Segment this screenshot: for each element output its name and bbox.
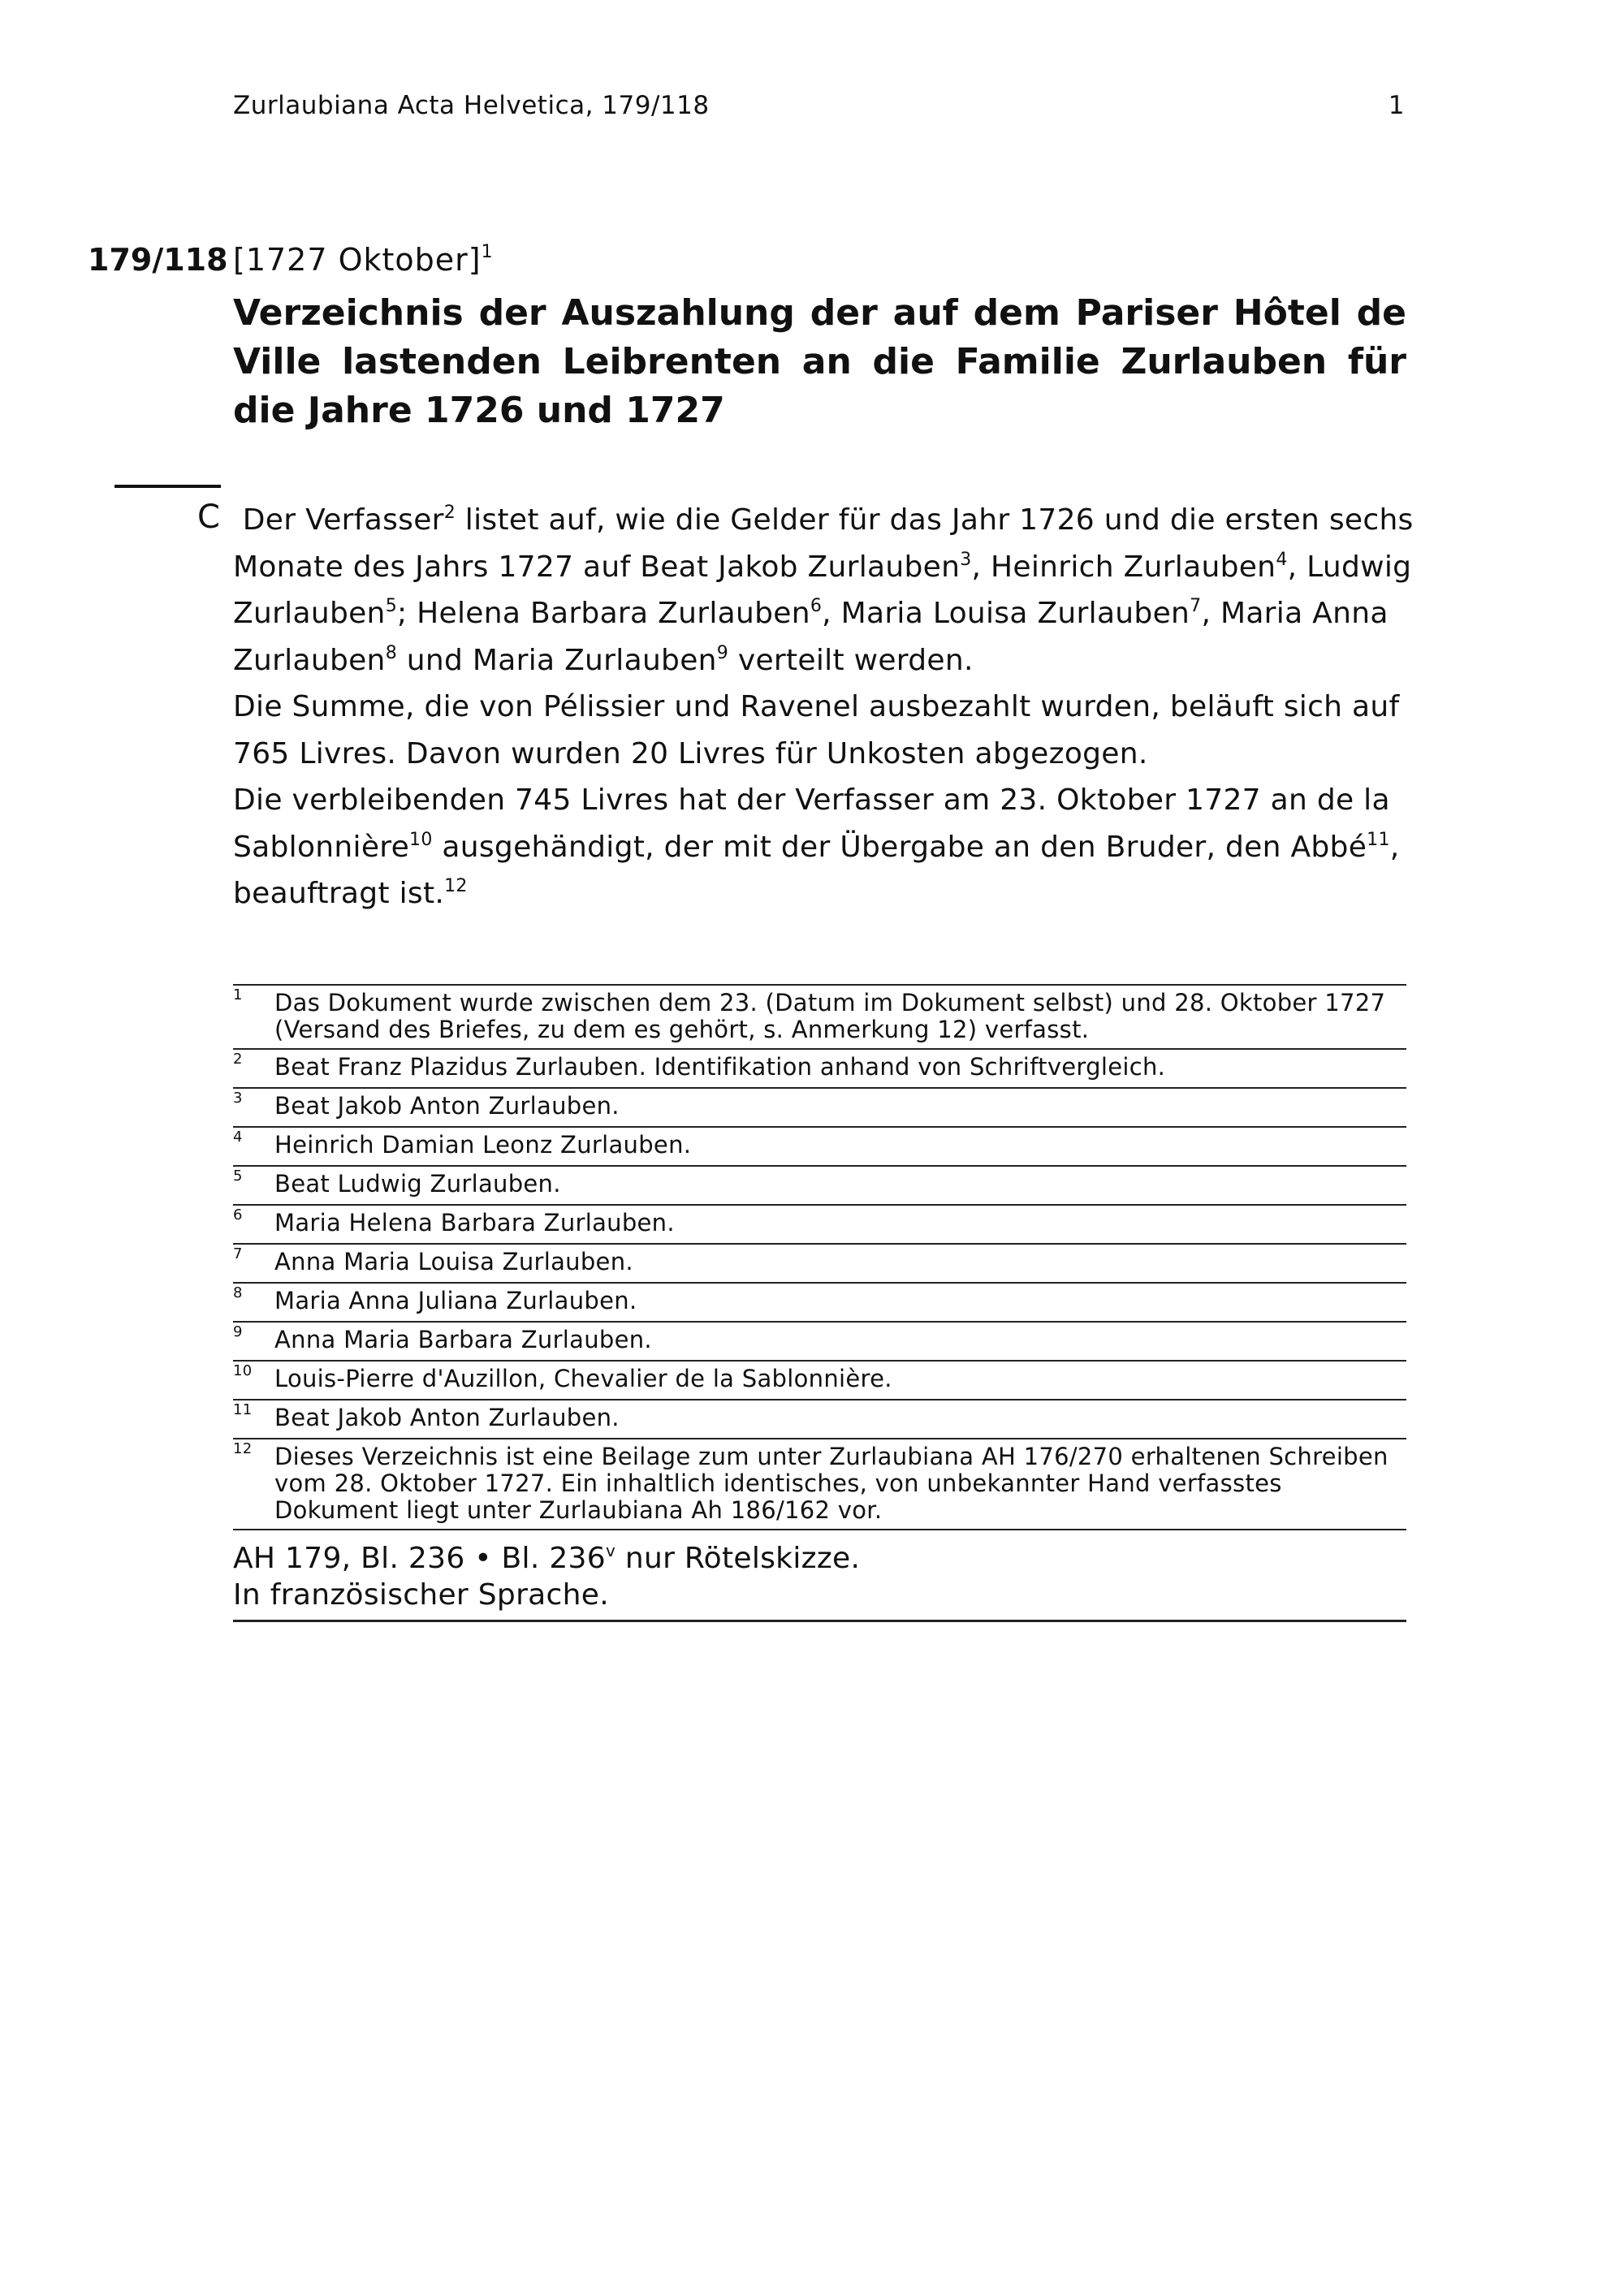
verso-mark: v [605, 1541, 616, 1560]
footnote-ref-9: 9 [716, 642, 729, 663]
summary-paragraph-2: Die Summe, die von Pélissier und Ravenel ausbezahlt wurden, beläuft sich auf 765 Livres. Davon wurden 20 Livres für Unkosten abgezogen. [233, 690, 1400, 770]
summary-text: , beauftragt ist. [233, 830, 1400, 910]
date-text: [1727 Oktober] [233, 242, 482, 278]
summary-text: , Ludwig Zurlauben [233, 550, 1412, 630]
footnote-number: 4 [233, 1129, 243, 1146]
running-head [233, 91, 1405, 120]
summary-text: ; Helena Barbara Zurlauben [397, 597, 810, 630]
footnote-number: 5 [233, 1167, 243, 1185]
footnote-text: Anna Maria Louisa Zurlauben. [274, 1248, 633, 1275]
footnote-number: 10 [233, 1362, 253, 1379]
footnote-ref-8: 8 [385, 642, 397, 663]
summary-paragraph-3 [233, 777, 1419, 917]
footnote-ref-3: 3 [960, 549, 972, 570]
footnote-text: Anna Maria Barbara Zurlauben. [274, 1326, 652, 1353]
summary-text: und Maria Zurlauben [397, 643, 717, 677]
footnote-number: 12 [233, 1440, 253, 1457]
footnote-text: Louis-Pierre d'Auzillon, Chevalier de la Sablonnière. [274, 1365, 892, 1392]
footnote-text: Beat Ludwig Zurlauben. [274, 1170, 561, 1198]
footnote-ref-4: 4 [1276, 549, 1288, 570]
footnote [233, 1399, 1406, 1438]
footnotes [233, 984, 1406, 1622]
summary-text: ausgehändigt, der mit der Übergabe an den Bruder, den Abbé [432, 830, 1367, 864]
summary-text: , Maria Anna Zurlauben [233, 597, 1389, 677]
page-number: 1 [1388, 91, 1405, 120]
footnote-number: 11 [233, 1401, 253, 1418]
summary-text: , Maria Louisa Zurlauben [822, 597, 1190, 630]
footnote-text: Heinrich Damian Leonz Zurlauben. [274, 1131, 692, 1159]
source-line-2: In französischer Sprache. [233, 1578, 609, 1612]
footnote-number: 6 [233, 1206, 243, 1224]
document-date [233, 242, 494, 278]
source-note [233, 1529, 1406, 1622]
footnote [233, 1321, 1406, 1360]
running-title: Zurlaubiana Acta Helvetica, 179/118 [233, 91, 710, 120]
footnote-ref-2: 2 [443, 503, 456, 523]
footnote-text: Beat Jakob Anton Zurlauben. [274, 1404, 620, 1431]
summary-text: , Heinrich Zurlauben [971, 550, 1276, 584]
summary-text: verteilt werden. [728, 643, 974, 677]
source-text: AH 179, Bl. 236 • Bl. 236 [233, 1542, 606, 1575]
footnote [233, 1087, 1406, 1126]
footnote-number: 3 [233, 1090, 243, 1107]
footnote-ref-11: 11 [1367, 829, 1390, 850]
summary-text: listet auf, wie die Gelder für das Jahr 1726 und die ersten sechs Monate des Jahrs 1727 auf Beat Jakob Zurlauben [233, 503, 1414, 584]
footnote-text: Maria Helena Barbara Zurlauben. [274, 1209, 675, 1236]
margin-rule [114, 485, 221, 488]
footnote-number: 9 [233, 1323, 243, 1340]
footnote-text: Das Dokument wurde zwischen dem 23. (Datum im Dokument selbst) und 28. Oktober 1727 (Versand des Briefes, zu dem es gehört, s. Anmerkung 12) verfasst. [274, 989, 1386, 1043]
footnote-ref-5: 5 [385, 596, 397, 616]
footnote-text: Maria Anna Juliana Zurlauben. [274, 1287, 637, 1314]
footnote-number: 1 [233, 986, 243, 1003]
footnote [233, 1282, 1406, 1321]
footnote [233, 1126, 1406, 1165]
footnote-text: Beat Franz Plazidus Zurlauben. Identifikation anhand von Schriftvergleich. [274, 1053, 1166, 1081]
footnote-ref-1: 1 [481, 242, 494, 262]
summary [233, 497, 1419, 917]
footnote-text: Beat Jakob Anton Zurlauben. [274, 1092, 620, 1120]
summary-text: Der Verfasser [242, 503, 444, 537]
footnote-ref-7: 7 [1190, 596, 1202, 616]
footnote-number: 8 [233, 1284, 243, 1301]
footnote-ref-12: 12 [444, 876, 468, 896]
document-type-letter: C [197, 498, 220, 536]
footnote-number: 2 [233, 1051, 243, 1068]
footnote-ref-10: 10 [409, 829, 433, 850]
source-line-1 [233, 1540, 1406, 1577]
footnote [233, 1048, 1406, 1087]
footnote-number: 7 [233, 1245, 243, 1262]
source-text: nur Rötelskizze. [615, 1542, 861, 1575]
summary-paragraph-1 [233, 497, 1419, 684]
footnote [233, 1165, 1406, 1204]
footnote [233, 1438, 1406, 1529]
summary-text: Die verbleibenden 745 Livres hat der Verfasser am 23. Oktober 1727 an de la Sablonnière [233, 783, 1390, 864]
footnote [233, 1204, 1406, 1243]
footnote [233, 1243, 1406, 1282]
footnote-text: Dieses Verzeichnis ist eine Beilage zum unter Zurlaubiana AH 176/270 erhaltenen Schreiben vom 28. Oktober 1727. Ein inhaltlich identisches, von unbekannter Hand verfasstes Dokument liegt unter Zurlaubiana Ah 186/162 vor. [274, 1443, 1389, 1524]
document-number: 179/118 [88, 242, 228, 278]
document-title: Verzeichnis der Auszahlung der auf dem Pariser Hôtel de Ville lastenden Leibrenten an die Familie Zurlauben für die Jahre 1726 und 1727 [233, 292, 1406, 431]
footnote [233, 984, 1406, 1048]
footnote-ref-6: 6 [810, 596, 823, 616]
footnote [233, 1360, 1406, 1399]
